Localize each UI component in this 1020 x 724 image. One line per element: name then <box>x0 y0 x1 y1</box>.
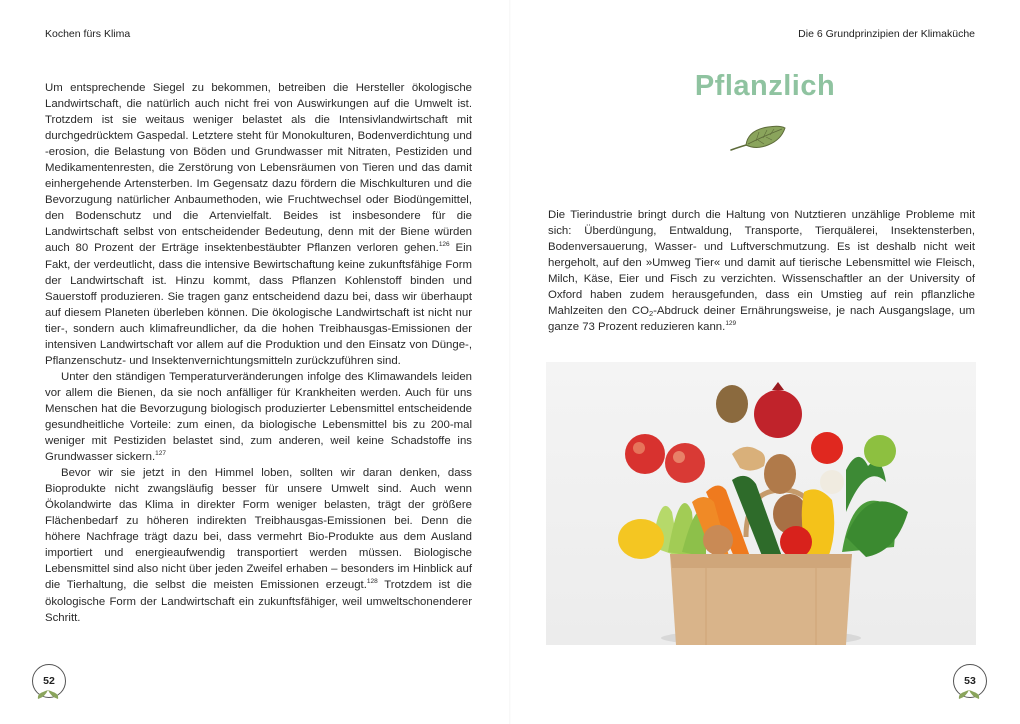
vegetables-bag-photo <box>546 362 976 645</box>
footnote-ref-126: 126 <box>438 241 450 249</box>
page-number-leaf-icon <box>34 688 62 704</box>
paragraph-1: Um entsprechende Siegel zu bekommen, betreiben die Hersteller ökologische Landwirtschaft, die natürlich auch nicht frei von Auswirkungen auf die Umwelt ist. Trotzdem ist sie weitaus weniger belastet als die Intensivlandwirtschaft mit durchgedrücktem Gaspedal. Letztere steht für Monokulturen, Bodenverdichtung und -erosion, die Belastung von Böden und Grundwasser mit Nitraten, Pestiziden und Medikamentenresten, die Zerstörung von Lebensräumen von Tieren und das damit einhergehende Artensterben. Im Gegensatz dazu fördern die Mischkulturen und die Bevorzugung natürlicher Anbaumethoden, wie Fruchtwechsel oder Biodüngemittel, den Bodenschutz und die Artenvielfalt. Beides ist insbesondere für die Landwirtschaft selbst von entscheidender Bedeutung, denn mit der Biene würden auch 80 Prozent der Erträge insektenbestäubter Pflanzen verloren gehen.$^{126}$ Ein Fakt, der verdeutlicht, dass die intensive Bewirtschaftung keine zukunftsfähige Form der Landwirtschaft ist. Hinzu kommt, dass Pflanzen Kohlenstoff binden und Sauerstoff produzieren. Sie tragen ganz entscheidend dazu bei, dass wir überhaupt auf diesem Planeten überleben können. Die ökologische Landwirtschaft ist nicht nur tier-, sondern auch klimafreundlicher, da die hohen Treibhausgas-Emissionen der intensiven Landwirtschaft vor allem auf die Produktion und den Einsatz von Dünge-, Pflanzenschutz- und Insektenvernichtungsmitteln zurückzuführen sind. <box>45 82 472 367</box>
page-number-leaf-icon <box>955 688 983 704</box>
running-head-right: Die 6 Grundprinzipien der Klimaküche <box>798 28 975 40</box>
paragraph-3: Bevor wir sie jetzt in den Himmel loben, sollten wir daran denken, dass Bioprodukte nicht zwangsläufig besser für unsere Umwelt sind. Auch wenn Ökolandwirte das Klima in direkter Form weniger belasten, trägt der größere Flächenbedarf zu höheren indirekten Treibhausgas-Emissionen bei. Denn die höhere Nachfrage trägt dazu bei, dass vermehrt Bio-Produkte aus dem Ausland importiert und energieaufwendig transportiert werden müssen. Biologische Lebensmittel sind also nicht über jeden Zweifel erhaben – besonders im Hinblick auf die Tierhaltung, die selbst die meisten Emissionen erzeugt.$^{128}$ Trotzdem ist die ökologische Form der Landwirtschaft ein zukunftsfähiger, weil umweltschonenderer Schritt. <box>45 467 472 624</box>
left-body-text <box>45 80 472 626</box>
page-number-right: 53 <box>953 664 987 698</box>
paragraph-2: Unter den ständigen Temperaturveränderungen infolge des Klimawandels leiden vor allem die Bienen, da sie noch anfälliger für Krankheiten werden. Auch für uns Menschen hat die Bevorzugung biologisch produzierter Lebensmittel entscheidende gesundheitliche Vorteile: zum einen, da biologische Lebensmittel bis zu 200-mal weniger mit Pestiziden belastet sind, zum anderen, weil keine Schadstoffe ins Grundwasser sickern.$^{127}$ <box>45 370 472 464</box>
vegetables-illustration <box>546 362 976 645</box>
footnote-ref-128: 128 <box>366 578 378 586</box>
chapter-title: Pflanzlich <box>694 70 836 102</box>
right-body-text <box>548 207 975 335</box>
leaf-icon <box>728 122 788 156</box>
paragraph-pflanzlich: Die Tierindustrie bringt durch die Haltung von Nutztieren unzählige Probleme mit sich: Überdüngung, Entwaldung, Transporte, Tierquälerei, Insektensterben, Bodenversauerung, Wasser- und Luftverschmutzung. Es ist deshalb nicht weit hergeholt, auf den »Umweg Tier« und damit auf tierische Lebensmittel wie Fleisch, Milch, Käse, Eier und Fisch zu verzichten. Wissenschaftler an der University of Oxford haben zudem herausgefunden, dass ein Umstieg auf rein pflanzliche Mahlzeiten den $CO_2$-Abdruck deiner Ernährungsweise, je nach Ausgangslage, um ganze 73 Prozent reduzieren kann.$^{129}$ <box>548 209 975 334</box>
footnote-ref-129: 129 <box>725 320 737 328</box>
footnote-ref-127: 127 <box>155 450 167 458</box>
running-head-left: Kochen fürs Klima <box>45 28 131 40</box>
right-page <box>510 0 1020 724</box>
page-number-left: 52 <box>32 664 66 698</box>
co2-subscript: 2 <box>648 309 654 319</box>
